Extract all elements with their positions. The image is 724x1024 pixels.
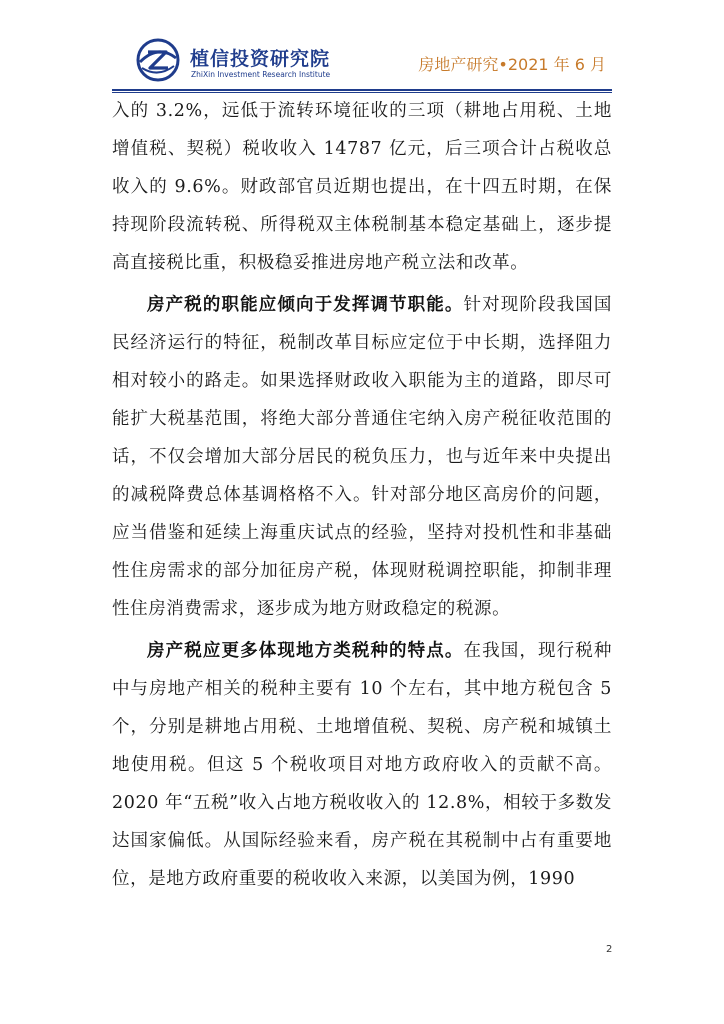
paragraph-heading: 房产税应更多体现地方类税种的特点。	[147, 641, 464, 661]
zhixin-logo-icon	[136, 38, 180, 82]
brand-name-en: ZhiXin Investment Research Institute	[191, 70, 331, 79]
report-series: 房地产研究•2021 年 6 月	[418, 55, 606, 74]
paragraph-regulatory-function	[112, 286, 612, 628]
paragraph-text: 针对现阶段我国国民经济运行的特征，税制改革目标应定位于中长期，选择阻力相对较小的路走。如果选择财政收入职能为主的道路，即尽可能扩大税基范围，将绝大部分普通住宅纳入房产税征收范围的话，不仅会增加大部分居民的税负压力，也与近年来中央提出的减税降费总体基调格格不入。针对部分地区高房价的问题，应当借鉴和延续上海重庆试点的经验，坚持对投机性和非基础性住房需求的部分加征房产税，体现财税调控职能，抑制非理性住房消费需求，逐步成为地方财政稳定的税源。	[112, 295, 612, 619]
paragraph-text: 入的 3.2%，远低于流转环境征收的三项（耕地占用税、土地增值税、契税）税收收入 14787 亿元，后三项合计占税收总收入的 9.6%。财政部官员近期也提出，在十四五时期，在保持现阶段流转税、所得税双主体税制基本稳定基础上，逐步提高直接税比重，积极稳妥推进房地产税立法和改革。	[112, 101, 612, 273]
page-header	[0, 0, 724, 96]
paragraph-local-tax	[112, 632, 612, 898]
page-number: 2	[606, 944, 613, 955]
brand-name-cn: 植信投资研究院	[190, 48, 331, 70]
header-divider	[112, 89, 612, 91]
paragraph-continued	[112, 92, 612, 282]
document-body	[112, 92, 612, 902]
paragraph-text: 在我国，现行税种中与房地产相关的税种主要有 10 个左右，其中地方税包含 5 个，分别是耕地占用税、土地增值税、契税、房产税和城镇土地使用税。但这 5 个税收项目对地方政府收入的贡献不高。2020 年“五税”收入占地方税收收入的 12.8%，相较于多数发达国家偏低。从国际经验来看，房产税在其税制中占有重要地位，是地方政府重要的税收收入来源，以美国为例，1990	[112, 641, 612, 889]
paragraph-heading: 房产税的职能应倾向于发挥调节职能。	[147, 295, 464, 315]
